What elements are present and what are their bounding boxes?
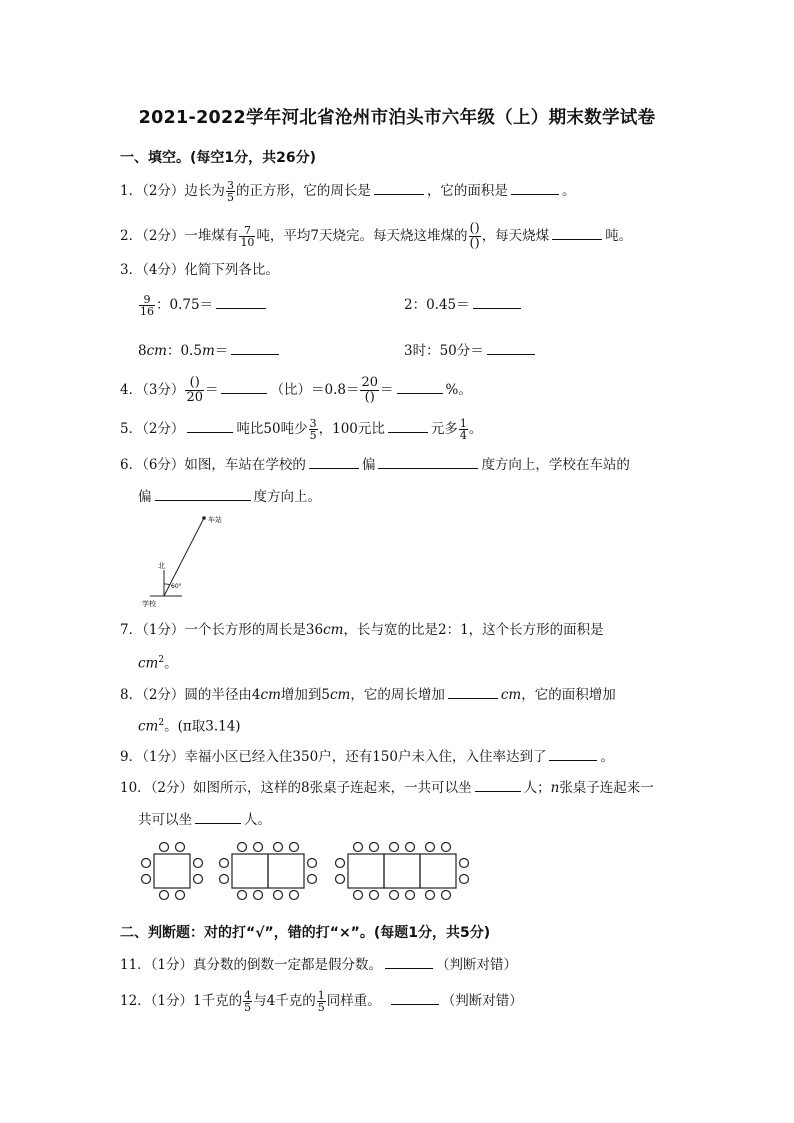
answer-blank[interactable] [231, 340, 279, 355]
answer-blank[interactable] [374, 180, 424, 195]
question-4: 4．（3分） $\frac{()}{20}$ ＝ （比）＝0.8＝ $\frac{20}{()}$ ＝ %。 [120, 375, 472, 405]
table-3c [420, 854, 456, 888]
question-8: 8．（2分）圆的半径由4cm增加到5cm，它的周长增加 cm，它的面积增加 [120, 684, 616, 704]
page-title: 2021-2022学年河北省沧州市泊头市六年级（上）期末数学试卷 [138, 108, 656, 128]
question-11: 11．（1分）真分数的倒数一定都是假分数。 （判断对错） [120, 954, 517, 974]
tables-figure [138, 838, 478, 906]
answer-blank[interactable] [487, 340, 535, 355]
fraction: $\frac{4}{5}$ [244, 989, 252, 1014]
question-3: 3．（4分）化简下列各比。 [120, 262, 279, 278]
direction-figure [138, 510, 228, 610]
question-5: 5．（2分） 吨比50吨少 $\frac{3}{5}$ ，100元比 元多 $\frac{1}{4}$ 。 [120, 417, 483, 442]
table-2a [232, 854, 268, 888]
answer-blank[interactable] [475, 777, 521, 792]
answer-blank[interactable] [552, 225, 602, 240]
station-label: 车站 [208, 516, 222, 524]
question-6: 6．（6分）如图，车站在学校的 偏 度方向上，学校在车站的 [120, 454, 630, 474]
question-3a: $\frac{9}{16}$ ：0.75＝ [138, 294, 269, 317]
section-2-heading: 二、判断题：对的打“√”，错的打“×”。(每题1分，共5分) [120, 925, 491, 941]
question-3b: 2：0.45＝ [404, 294, 524, 314]
answer-blank[interactable] [391, 990, 439, 1005]
answer-blank[interactable] [388, 418, 428, 433]
table-3b [384, 854, 420, 888]
answer-blank[interactable] [448, 684, 498, 699]
direction-line [164, 518, 204, 596]
question-3d: 3时：50分＝ [404, 340, 538, 360]
answer-blank[interactable] [187, 418, 233, 433]
section-1-heading: 一、填空。(每空1分，共26分) [120, 150, 317, 166]
table-3a [348, 854, 384, 888]
school-label: 学校 [142, 600, 156, 608]
answer-blank[interactable] [549, 746, 597, 761]
angle-label: 60° [171, 583, 182, 590]
answer-blank[interactable] [378, 454, 478, 469]
answer-blank[interactable] [385, 954, 433, 969]
fraction: $\frac{3}{5}$ [309, 417, 317, 442]
answer-blank[interactable] [216, 294, 266, 309]
answer-blank[interactable] [309, 454, 359, 469]
question-10: 10．（2分）如图所示，这样的8张桌子连起来，一共可以坐 人；n张桌子连起来一 [120, 777, 654, 797]
answer-blank[interactable] [397, 379, 443, 394]
question-6-cont: 偏 度方向上。 [138, 486, 321, 506]
answer-blank[interactable] [195, 809, 241, 824]
fraction-blank[interactable]: $\frac{20}{()}$ [361, 375, 379, 405]
answer-blank[interactable] [511, 180, 559, 195]
fraction-blank[interactable]: $\frac{()}{()}$ [469, 221, 480, 251]
question-9: 9．（1分）幸福小区已经入住350户，还有150户未入住，入住率达到了 。 [120, 746, 614, 766]
station-point [202, 516, 206, 520]
question-8-cont: $cm^2$。(π取3.14) [138, 718, 241, 735]
table-2b [268, 854, 304, 888]
question-2: 2．（2分）一堆煤有 $\frac{7}{10}$ 吨，平均7天烧完。每天烧这堆煤的 $\frac{()}{()}$ ，每天烧煤 吨。 [120, 221, 633, 251]
question-3c: 8cm：0.5m＝ [138, 340, 282, 360]
fraction: $\frac{1}{4}$ [459, 417, 467, 442]
answer-blank[interactable] [473, 294, 521, 309]
question-7-cont: $cm^2$。 [138, 655, 178, 672]
fraction: $\frac{3}{5}$ [226, 179, 234, 204]
question-12: 12．（1分）1千克的 $\frac{4}{5}$ 与4千克的 $\frac{1}{5}$ 同样重。 （判断对错） [120, 989, 523, 1014]
answer-blank[interactable] [155, 486, 251, 501]
north-label: 北 [158, 562, 165, 570]
question-10-cont: 共可以坐 人。 [138, 809, 271, 829]
answer-blank[interactable] [221, 379, 267, 394]
table-1 [154, 854, 190, 888]
fraction: $\frac{9}{16}$ [140, 293, 154, 318]
fraction: $\frac{7}{10}$ [240, 224, 255, 249]
angle-arc [164, 584, 170, 585]
question-1: 1．（2分）边长为 $\frac{3}{5}$ 的正方形，它的周长是 ，它的面积是 。 [120, 179, 576, 204]
fraction: $\frac{1}{5}$ [317, 989, 325, 1014]
fraction-blank[interactable]: $\frac{()}{20}$ [186, 375, 203, 405]
question-7: 7．（1分）一个长方形的周长是36cm，长与宽的比是2：1，这个长方形的面积是 [120, 622, 604, 638]
